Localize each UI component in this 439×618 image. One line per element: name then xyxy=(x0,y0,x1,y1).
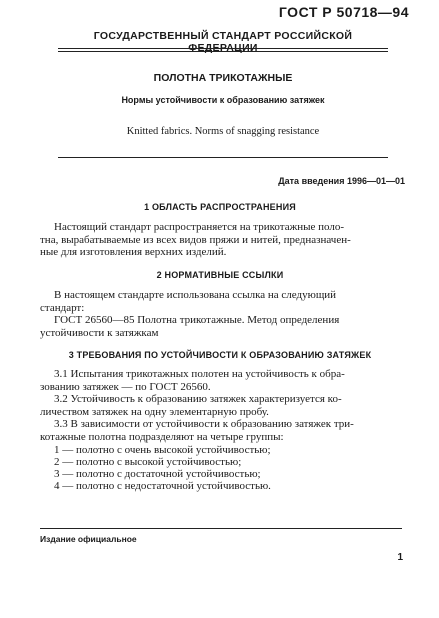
edition-note: Издание официальное xyxy=(40,534,137,544)
text-line: ные для изготовления верхних изделий. xyxy=(40,246,227,258)
footer-rule xyxy=(40,528,402,529)
list-item: 3 — полотно с достаточной устойчивостью; xyxy=(54,468,261,480)
document-title: ПОЛОТНА ТРИКОТАЖНЫЕ xyxy=(153,72,293,84)
list-item: 4 — полотно с недостаточной устойчивостью. xyxy=(54,480,271,492)
section-requirements-text xyxy=(40,368,402,443)
section-heading-references: 2 НОРМАТИВНЫЕ ССЫЛКИ xyxy=(156,270,284,280)
text-line: В настоящем стандарте использована ссылка на следующий xyxy=(54,289,337,301)
list-item: 1 — полотно с очень высокой устойчивостью; xyxy=(54,444,271,456)
header-rule-double xyxy=(58,51,388,52)
standard-organization: ГОСУДАРСТВЕННЫЙ СТАНДАРТ РОССИЙСКОЙ ФЕДЕРАЦИИ xyxy=(93,30,353,54)
text-line: устойчивости к затяжкам xyxy=(40,326,159,339)
document-title-english: Knitted fabrics. Norms of snagging resistance xyxy=(126,126,320,137)
text-line: зованию затяжек — по ГОСТ 26560. xyxy=(40,380,211,393)
section-heading-requirements: 3 ТРЕБОВАНИЯ ПО УСТОЙЧИВОСТИ К ОБРАЗОВАНИЮ ЗАТЯЖЕК xyxy=(68,350,372,360)
document-subtitle: Нормы устойчивости к образованию затяжек xyxy=(121,95,325,105)
text-line: стандарт: xyxy=(40,301,85,314)
section-scope-text xyxy=(40,221,402,259)
text-line: личеством затяжек на одну элементарную пробу. xyxy=(40,405,269,418)
text-line: тна, вырабатываемые из всех видов пряжи и нитей, предназначен- xyxy=(40,233,351,246)
title-rule xyxy=(58,157,388,158)
section-heading-scope: 1 ОБЛАСТЬ РАСПРОСТРАНЕНИЯ xyxy=(144,202,296,212)
text-line: 3.3 В зависимости от устойчивости к образованию затяжек три- xyxy=(54,418,354,430)
text-line: 3.1 Испытания трикотажных полотен на устойчивость к обра- xyxy=(54,368,345,380)
document-code: ГОСТ Р 50718—94 xyxy=(278,4,409,20)
list-item: 2 — полотно с высокой устойчивостью; xyxy=(54,456,242,468)
header-rule xyxy=(58,48,388,49)
introduction-date: Дата введения 1996—01—01 xyxy=(278,176,405,186)
text-line: 3.2 Устойчивость к образованию затяжек характеризуется ко- xyxy=(54,393,342,405)
page-number: 1 xyxy=(397,552,403,563)
text-line: котажные полотна подразделяют на четыре группы: xyxy=(40,430,284,443)
section-references-text xyxy=(40,289,402,339)
text-line: ГОСТ 26560—85 Полотна трикотажные. Метод определения xyxy=(54,314,340,326)
text-line: Настоящий стандарт распространяется на трикотажные поло- xyxy=(54,221,345,233)
